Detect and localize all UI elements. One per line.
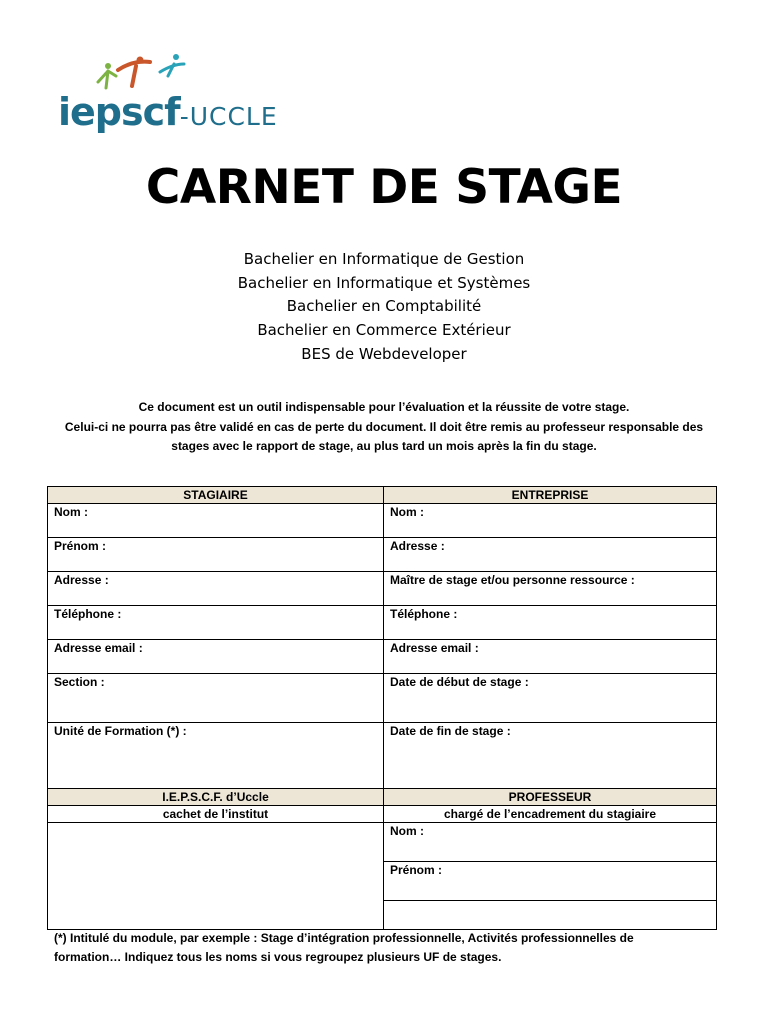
institute-stamp-label: cachet de l’institut (48, 806, 384, 823)
logo-wordmark (58, 90, 278, 134)
institute-logo (58, 52, 278, 142)
program-list (0, 248, 768, 367)
entreprise-telephone-field[interactable]: Téléphone : (384, 606, 717, 640)
footnote (54, 929, 714, 967)
stagiaire-adresse-field[interactable]: Adresse : (48, 572, 384, 606)
stagiaire-section-field[interactable]: Section : (48, 674, 384, 723)
professor-sub-label: chargé de l’encadrement du stagiaire (384, 806, 717, 823)
program-item: Bachelier en Informatique et Systèmes (237, 273, 531, 292)
institute-stamp-area[interactable] (48, 823, 384, 930)
professor-nom-field[interactable]: Nom : (384, 823, 717, 862)
entreprise-email-field[interactable]: Adresse email : (384, 640, 717, 674)
entreprise-adresse-field[interactable]: Adresse : (384, 538, 717, 572)
program-item: Bachelier en Comptabilité (286, 297, 482, 316)
institute-header: I.E.P.S.C.F. d’Uccle (48, 789, 384, 806)
logo-wordmark-bold: iepscf (58, 90, 180, 134)
professor-signature-field[interactable] (384, 901, 717, 930)
program-item: Bachelier en Commerce Extérieur (257, 321, 511, 340)
program-item: Bachelier en Informatique de Gestion (243, 250, 525, 268)
intro-line: Ce document est un outil indispensable pour l’évaluation et la réussite de votre stage. (138, 400, 630, 414)
entreprise-date-fin-field[interactable]: Date de fin de stage : (384, 723, 717, 789)
stagiaire-email-field[interactable]: Adresse email : (48, 640, 384, 674)
program-item: BES de Webdeveloper (301, 344, 467, 363)
entreprise-date-debut-field[interactable]: Date de début de stage : (384, 674, 717, 723)
internship-form-table (47, 486, 717, 930)
document-title: CARNET DE STAGE (145, 160, 623, 215)
stagiaire-header: STAGIAIRE (48, 487, 384, 504)
stagiaire-telephone-field[interactable]: Téléphone : (48, 606, 384, 640)
professor-header: PROFESSEUR (384, 789, 717, 806)
intro-line: stages avec le rapport de stage, au plus tard un mois après la fin du stage. (171, 439, 597, 454)
people-logo-icon (88, 52, 218, 92)
entreprise-nom-field[interactable]: Nom : (384, 504, 717, 538)
footnote-line: formation… Indiquez tous les noms si vous regroupez plusieurs UF de stages. (54, 950, 502, 964)
stagiaire-nom-field[interactable]: Nom : (48, 504, 384, 538)
intro-line: Celui-ci ne pourra pas être validé en cas de perte du document. Il doit être remis au professeur responsable des (64, 419, 704, 434)
stagiaire-prenom-field[interactable]: Prénom : (48, 538, 384, 572)
entreprise-header: ENTREPRISE (384, 487, 717, 504)
professor-prenom-field[interactable]: Prénom : (384, 862, 717, 901)
logo-wordmark-light: -UCCLE (179, 102, 278, 131)
entreprise-maitre-de-stage-field[interactable]: Maître de stage et/ou personne ressource : (384, 572, 717, 606)
stagiaire-unite-formation-field[interactable]: Unité de Formation (*) : (48, 723, 384, 789)
footnote-line: (*) Intitulé du module, par exemple : Stage d’intégration professionnelle, Activités professionnelles de (54, 931, 634, 945)
intro-paragraph (0, 398, 768, 457)
